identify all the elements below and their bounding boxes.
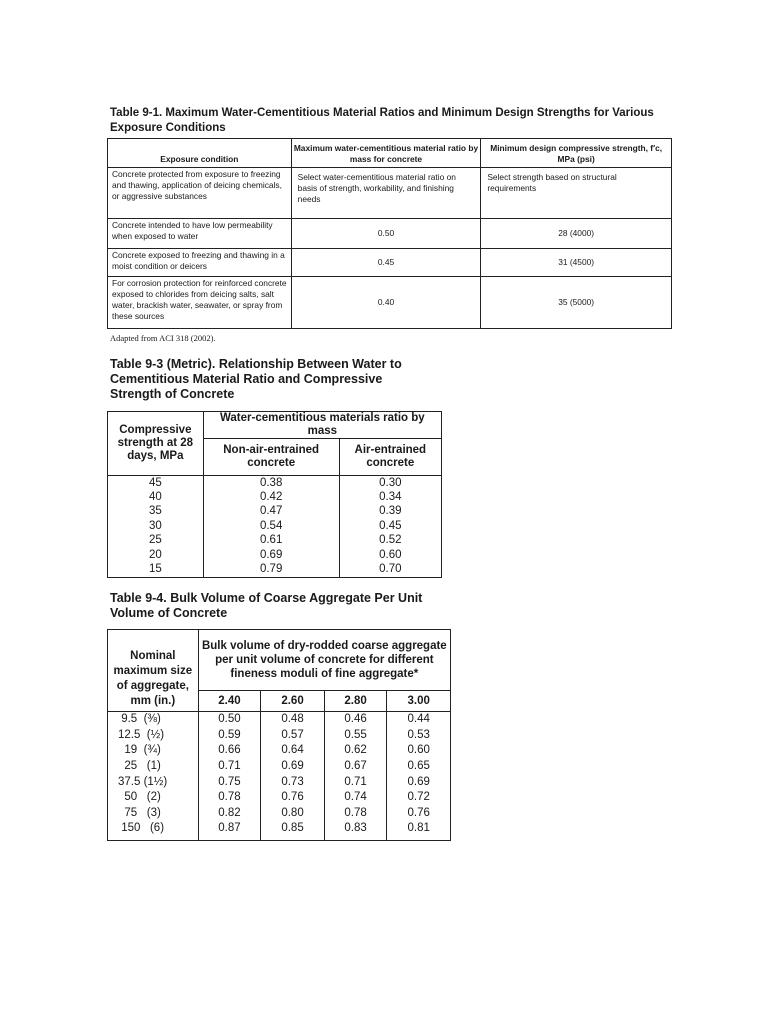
non-air-cell: 0.47 [203, 505, 339, 519]
bulk-volume-cell: 0.46 [324, 712, 387, 728]
ratio-cell: 0.50 [291, 219, 481, 249]
header-min-strength: Minimum design compressive strength, f′c, MPa (psi) [481, 139, 672, 168]
bulk-volume-cell: 0.69 [407, 775, 430, 788]
table-header-row [108, 139, 672, 168]
bulk-volume-cell: 0.85 [261, 821, 325, 840]
bulk-volume-cell: 0.71 [198, 759, 261, 775]
air-cell: 0.39 [379, 505, 402, 518]
non-air-cell: 0.42 [203, 490, 339, 504]
non-air-cell: 0.79 [203, 562, 339, 577]
air-cell: 0.45 [379, 519, 402, 532]
table-row [108, 806, 451, 822]
bulk-volume-cell: 0.74 [324, 790, 387, 806]
strength-cell: 20 [108, 548, 204, 562]
header-air-entrained: Air-entrained concrete [339, 439, 441, 476]
aggregate-size-cell: 25 (1) [108, 759, 199, 775]
table-9-3-title: Table 9-3 (Metric). Relationship Between Water to Cementitious Material Ratio and Compressive Strength of Concrete [110, 357, 402, 401]
bulk-volume-cell: 0.66 [198, 743, 261, 759]
table-header-row [108, 412, 442, 439]
table-9-1-source-note: Adapted from ACI 318 (2002). [110, 333, 216, 343]
aggregate-size-cell: 150 (6) [108, 821, 199, 840]
aggregate-size-cell: 12.5 (½) [108, 728, 199, 744]
table-row [108, 219, 672, 249]
bulk-volume-cell: 0.76 [261, 790, 325, 806]
table-row [108, 774, 451, 790]
bulk-volume-cell: 0.59 [198, 728, 261, 744]
strength-cell: 35 (5000) [481, 277, 672, 329]
bulk-volume-cell: 0.57 [261, 728, 325, 744]
header-fm-3-00: 3.00 [387, 691, 451, 712]
table-9-4 [107, 629, 451, 841]
non-air-cell: 0.54 [203, 519, 339, 533]
air-cell: 0.70 [379, 563, 402, 576]
header-max-ratio: Maximum water-cementitious material ratio by mass for concrete [291, 139, 481, 168]
bulk-volume-cell: 0.65 [407, 760, 430, 773]
header-fm-2-80: 2.80 [324, 691, 387, 712]
bulk-volume-cell: 0.48 [261, 712, 325, 728]
condition-cell: For corrosion protection for reinforced concrete exposed to chlorides from deicing salts, salt water, brackish water, seawater, or spray from these sources [108, 277, 292, 329]
bulk-volume-cell: 0.53 [407, 728, 430, 741]
strength-cell: 15 [108, 562, 204, 577]
aggregate-size-cell: 50 (2) [108, 790, 199, 806]
aggregate-size-cell: 19 (¾) [108, 743, 199, 759]
bulk-volume-cell: 0.80 [261, 806, 325, 822]
air-cell: 0.34 [379, 491, 402, 504]
table-row [108, 490, 442, 504]
table-row [108, 821, 451, 840]
table-row [108, 519, 442, 533]
strength-cell: Select strength based on structural requirements [481, 168, 672, 219]
bulk-volume-cell: 0.62 [324, 743, 387, 759]
table-9-4-body [108, 712, 451, 841]
bulk-volume-cell: 0.60 [407, 744, 430, 757]
non-air-cell: 0.61 [203, 534, 339, 548]
strength-cell: 31 (4500) [481, 249, 672, 277]
header-fm-2-60: 2.60 [261, 691, 325, 712]
strength-cell: 30 [108, 519, 204, 533]
table-row [108, 505, 442, 519]
strength-cell: 40 [108, 490, 204, 504]
table-9-3 [107, 411, 442, 578]
header-non-air-entrained: Non-air-entrained concrete [203, 439, 339, 476]
non-air-cell: 0.38 [203, 476, 339, 491]
table-row [108, 759, 451, 775]
air-cell: 0.52 [379, 534, 402, 547]
table-row [108, 743, 451, 759]
header-exposure-condition: Exposure condition [108, 139, 292, 168]
table-row [108, 168, 672, 219]
bulk-volume-cell: 0.64 [261, 743, 325, 759]
header-aggregate-size: Nominal maximum size of aggregate, mm (in.) [108, 630, 199, 712]
header-wc-ratio: Water-cementitious materials ratio by mass [203, 412, 441, 439]
table-9-4-title: Table 9-4. Bulk Volume of Coarse Aggregate Per Unit Volume of Concrete [110, 591, 423, 620]
table-header-row [108, 630, 451, 691]
bulk-volume-cell: 0.81 [407, 822, 430, 835]
table-row [108, 277, 672, 329]
table-row [108, 562, 442, 577]
strength-cell: 28 (4000) [481, 219, 672, 249]
bulk-volume-cell: 0.78 [198, 790, 261, 806]
strength-cell: 45 [108, 476, 204, 491]
condition-cell: Concrete exposed to freezing and thawing in a moist condition or deicers [108, 249, 292, 277]
table-row [108, 548, 442, 562]
table-9-1 [107, 138, 672, 329]
ratio-cell: 0.45 [291, 249, 481, 277]
strength-cell: 25 [108, 534, 204, 548]
table-row [108, 712, 451, 728]
bulk-volume-cell: 0.83 [324, 821, 387, 840]
non-air-cell: 0.69 [203, 548, 339, 562]
bulk-volume-cell: 0.71 [324, 774, 387, 790]
ratio-cell: Select water-cementitious material ratio on basis of strength, workability, and finishing needs [291, 168, 481, 219]
aggregate-size-cell: 75 (3) [108, 806, 199, 822]
bulk-volume-cell: 0.44 [407, 713, 430, 726]
bulk-volume-cell: 0.69 [261, 759, 325, 775]
condition-cell: Concrete protected from exposure to freezing and thawing, application of deicing chemicals, or aggressive substances [108, 168, 292, 219]
header-compressive-strength: Compressive strength at 28 days, MPa [108, 412, 204, 476]
table-row [108, 534, 442, 548]
table-row [108, 249, 672, 277]
header-fm-2-40: 2.40 [198, 691, 261, 712]
bulk-volume-cell: 0.87 [198, 821, 261, 840]
table-row [108, 476, 442, 491]
table-row [108, 728, 451, 744]
table-row [108, 790, 451, 806]
ratio-cell: 0.40 [291, 277, 481, 329]
aggregate-size-cell: 37.5 (1½) [108, 774, 199, 790]
air-cell: 0.60 [379, 548, 402, 561]
bulk-volume-cell: 0.82 [198, 806, 261, 822]
air-cell: 0.30 [379, 476, 402, 489]
bulk-volume-cell: 0.50 [198, 712, 261, 728]
bulk-volume-cell: 0.72 [407, 791, 430, 804]
header-bulk-volume: Bulk volume of dry-rodded coarse aggregate per unit volume of concrete for different fineness moduli of fine aggregate* [201, 640, 447, 680]
strength-cell: 35 [108, 505, 204, 519]
table-9-1-title: Table 9-1. Maximum Water-Cementitious Material Ratios and Minimum Design Strengths for Various Exposure Conditions [110, 107, 654, 134]
bulk-volume-cell: 0.73 [261, 774, 325, 790]
bulk-volume-cell: 0.75 [198, 774, 261, 790]
bulk-volume-cell: 0.55 [324, 728, 387, 744]
bulk-volume-cell: 0.76 [407, 806, 430, 819]
bulk-volume-cell: 0.78 [324, 806, 387, 822]
condition-cell: Concrete intended to have low permeability when exposed to water [108, 219, 292, 249]
aggregate-size-cell: 9.5 (⅜) [108, 712, 199, 728]
bulk-volume-cell: 0.67 [324, 759, 387, 775]
